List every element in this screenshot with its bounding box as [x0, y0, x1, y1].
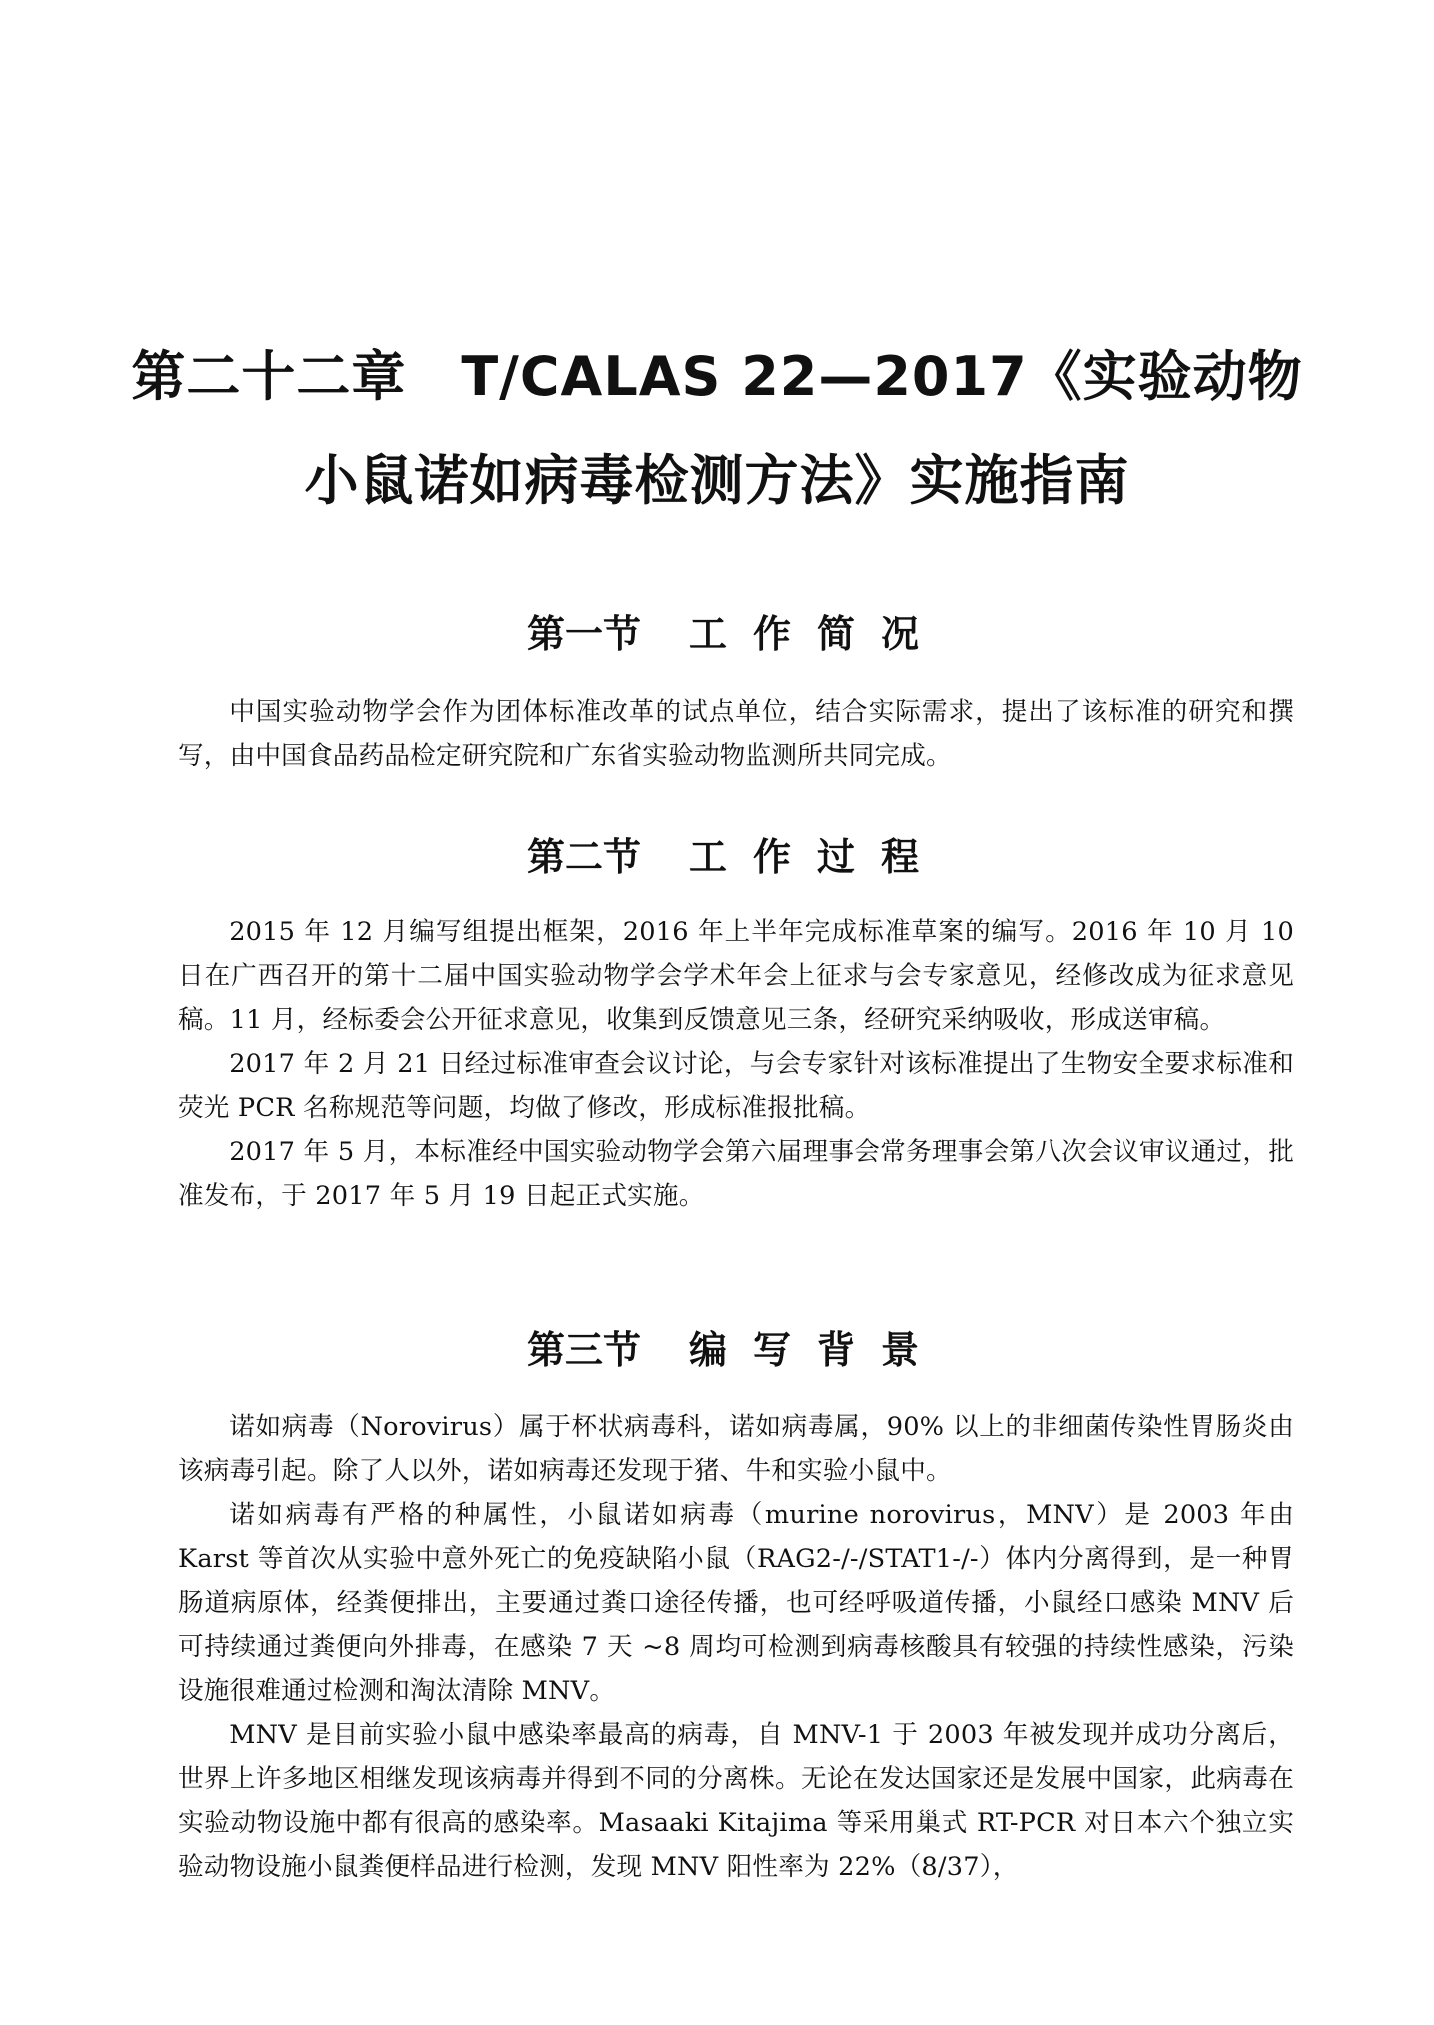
section-name: 编写背景: [689, 1328, 946, 1372]
section-number: 第二节: [526, 835, 641, 879]
section-2-body: [178, 910, 1294, 1218]
paragraph: 诺如病毒（Norovirus）属于杯状病毒科，诺如病毒属，90% 以上的非细菌传染性胃肠炎由该病毒引起。除了人以外，诺如病毒还发现于猪、牛和实验小鼠中。: [178, 1412, 1294, 1486]
section-3-body: [178, 1405, 1294, 1889]
section-heading-1: [178, 603, 1294, 658]
section-number: 第三节: [526, 1328, 641, 1372]
section-heading-2: [178, 826, 1294, 881]
section-heading-3: [178, 1319, 1294, 1374]
paragraph: 2017 年 2 月 21 日经过标准审查会议讨论，与会专家针对该标准提出了生物安全要求标准和荧光 PCR 名称规范等问题，均做了修改，形成标准报批稿。: [178, 1049, 1294, 1123]
paragraph: 2017 年 5 月，本标准经中国实验动物学会第六届理事会常务理事会第八次会议审议通过，批准发布，于 2017 年 5 月 19 日起正式实施。: [178, 1137, 1294, 1211]
chapter-title-line-1: 第二十二章 T/CALAS 22—2017《实验动物: [131, 345, 1303, 408]
section-1-body: [178, 690, 1294, 778]
section-name: 工作简况: [689, 612, 946, 656]
paragraph: 诺如病毒有严格的种属性，小鼠诺如病毒（murine norovirus，MNV）是 2003 年由 Karst 等首次从实验中意外死亡的免疫缺陷小鼠（RAG2-/-/STAT1-/-）体内分离得到，是一种胃肠道病原体，经粪便排出，主要通过粪口途径传播，也可经呼吸道传播，小鼠经口感染 MNV 后可持续通过粪便向外排毒，在感染 7 天 ~8 周均可检测到病毒核酸具有较强的持续性感染，污染设施很难通过检测和淘汰清除 MNV。: [178, 1500, 1294, 1706]
chapter-title: [130, 325, 1304, 533]
section-number: 第一节: [526, 612, 641, 656]
chapter-title-line-2: 小鼠诺如病毒检测方法》实施指南: [304, 449, 1130, 512]
paragraph: 2015 年 12 月编写组提出框架，2016 年上半年完成标准草案的编写。2016 年 10 月 10 日在广西召开的第十二届中国实验动物学会学术年会上征求与会专家意见，经修改成为征求意见稿。11 月，经标委会公开征求意见，收集到反馈意见三条，经研究采纳吸收，形成送审稿。: [178, 917, 1294, 1035]
paragraph: MNV 是目前实验小鼠中感染率最高的病毒，自 MNV-1 于 2003 年被发现并成功分离后，世界上许多地区相继发现该病毒并得到不同的分离株。无论在发达国家还是发展中国家，此病毒在实验动物设施中都有很高的感染率。Masaaki Kitajima 等采用巢式 RT-PCR 对日本六个独立实验动物设施小鼠粪便样品进行检测，发现 MNV 阳性率为 22%（8/37），: [178, 1720, 1294, 1882]
paragraph: 中国实验动物学会作为团体标准改革的试点单位，结合实际需求，提出了该标准的研究和撰写，由中国食品药品检定研究院和广东省实验动物监测所共同完成。: [178, 697, 1294, 771]
section-name: 工作过程: [689, 835, 946, 879]
